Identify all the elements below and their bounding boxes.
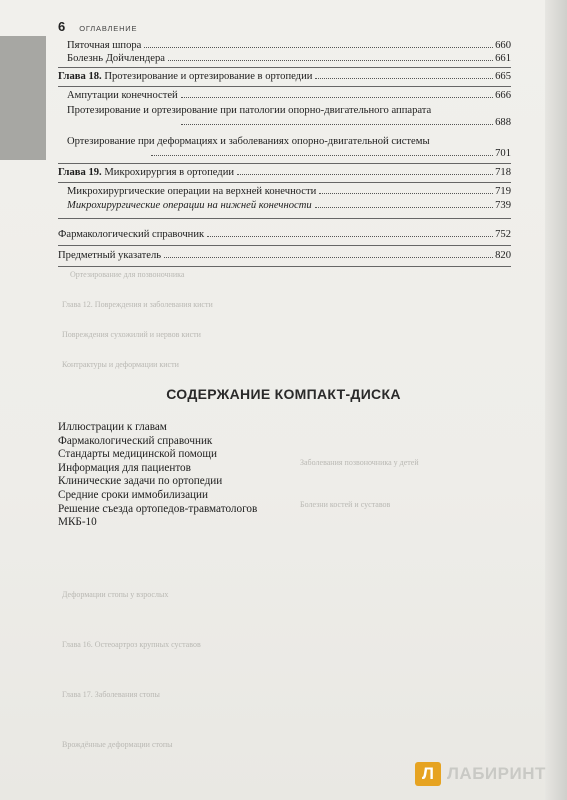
cd-item[interactable]: Решение съезда ортопедов-травматологов: [58, 502, 258, 515]
toc-entry-wrapped-text: [67, 135, 477, 148]
toc-entry[interactable]: [67, 90, 511, 101]
rule-line: [58, 163, 511, 164]
toc-chapter-entry[interactable]: [58, 167, 511, 178]
toc-entry-label: Протезирование и ортезирование при патологии опорно-двигательного аппарата: [67, 105, 432, 116]
rule-line: [58, 218, 511, 219]
toc-entry[interactable]: [148, 148, 511, 159]
dot-leader: [319, 192, 493, 194]
toc-entry[interactable]: [67, 40, 511, 51]
cd-item[interactable]: МКБ-10: [58, 516, 97, 529]
bleed-through-text: Глава 12. Повреждения и заболевания кисти: [62, 300, 213, 309]
toc-entry-page: 660: [495, 40, 511, 51]
toc-entry-label: Микрохирургические операции на нижней конечности: [67, 200, 312, 211]
dot-leader: [181, 96, 493, 98]
toc-entry-page: 688: [495, 117, 511, 128]
toc-entry-label: Предметный указатель: [58, 250, 162, 261]
chapter-number: Глава 19.: [58, 167, 102, 178]
dot-leader: [151, 154, 493, 156]
toc-entry[interactable]: [58, 229, 511, 240]
rule-line: [58, 266, 511, 267]
dot-leader: [207, 235, 493, 237]
chapter-number: Глава 18.: [58, 71, 102, 82]
toc-entry-page: 701: [495, 148, 511, 159]
cd-item[interactable]: Стандарты медицинской помощи: [58, 448, 217, 461]
page-header: [58, 19, 137, 35]
dot-leader: [181, 123, 493, 125]
cd-contents-list: [58, 421, 257, 530]
toc-entry[interactable]: [58, 250, 511, 261]
toc-entry-page: 719: [495, 186, 511, 197]
toc-entry-page: 718: [495, 167, 511, 178]
cd-item[interactable]: Средние сроки иммобилизации: [58, 488, 209, 501]
rule-line: [58, 67, 511, 68]
toc-entry-page: 820: [495, 250, 511, 261]
toc-entry-label: Ортезирование при деформациях и заболеваниях опорно-двигательной системы: [67, 136, 430, 147]
toc-entry-label: Протезирование и ортезирование в ортопедии: [104, 71, 313, 82]
toc-entry-label: Микрохирургические операции на верхней конечности: [67, 186, 317, 197]
toc-entry-label: Микрохирургия в ортопедии: [104, 167, 235, 178]
toc-entry-wrapped-text: [67, 104, 477, 117]
bleed-through-text: Болезни костей и суставов: [300, 500, 391, 509]
bleed-through-text: Ортезирование для позвоночника: [70, 270, 185, 279]
bleed-through-text: Глава 17. Заболевания стопы: [62, 690, 160, 699]
toc-entry-label: Ампутации конечностей: [67, 90, 178, 101]
side-tab: [0, 36, 46, 160]
toc-entry[interactable]: [178, 117, 511, 128]
cd-item[interactable]: Клинические задачи по ортопедии: [58, 475, 223, 488]
toc-entry[interactable]: [67, 200, 511, 211]
toc-entry[interactable]: [67, 186, 511, 197]
dot-leader: [144, 46, 493, 48]
dot-leader: [164, 256, 493, 258]
toc-entry-page: 661: [495, 53, 511, 64]
bleed-through-text: Деформации стопы у взрослых: [62, 590, 169, 599]
dot-leader: [237, 173, 493, 175]
rule-line: [58, 86, 511, 87]
toc-entry-label: Фармакологический справочник: [58, 229, 205, 240]
toc-entry-label: Болезнь Дойчлендера: [67, 53, 165, 64]
bleed-through-text: Контрактуры и деформации кисти: [62, 360, 179, 369]
toc-entry[interactable]: [67, 53, 511, 64]
cd-item[interactable]: Фармакологический справочник: [58, 434, 213, 447]
dot-leader: [168, 59, 493, 61]
toc-entry-page: 752: [495, 229, 511, 240]
rule-line: [58, 245, 511, 246]
cd-item[interactable]: Иллюстрации к главам: [58, 421, 167, 433]
toc-entry-page: 665: [495, 71, 511, 82]
bleed-through-text: Врождённые деформации стопы: [62, 740, 173, 749]
bleed-through-text: Повреждения сухожилий и нервов кисти: [62, 330, 201, 339]
bleed-through-text: Глава 16. Остеоартроз крупных суставов: [62, 640, 201, 649]
toc-entry-label: Пяточная шпора: [67, 40, 142, 51]
toc-entry-page: 739: [495, 200, 511, 211]
toc-chapter-entry[interactable]: [58, 71, 511, 82]
rule-line: [58, 182, 511, 183]
dot-leader: [315, 77, 493, 79]
dot-leader: [315, 206, 493, 208]
bleed-through-text: Заболевания позвоночника у детей: [300, 458, 419, 467]
labirint-watermark: ЛАБИРИНТ: [447, 764, 546, 783]
toc-entry-page: 666: [495, 90, 511, 101]
running-title: ОГЛАВЛЕНИЕ: [79, 24, 138, 33]
labirint-logo-icon: Л: [415, 762, 441, 786]
cd-item[interactable]: Информация для пациентов: [58, 461, 191, 474]
page-number: 6: [58, 19, 66, 34]
cd-contents-title: СОДЕРЖАНИЕ КОМПАКТ-ДИСКА: [166, 386, 401, 402]
